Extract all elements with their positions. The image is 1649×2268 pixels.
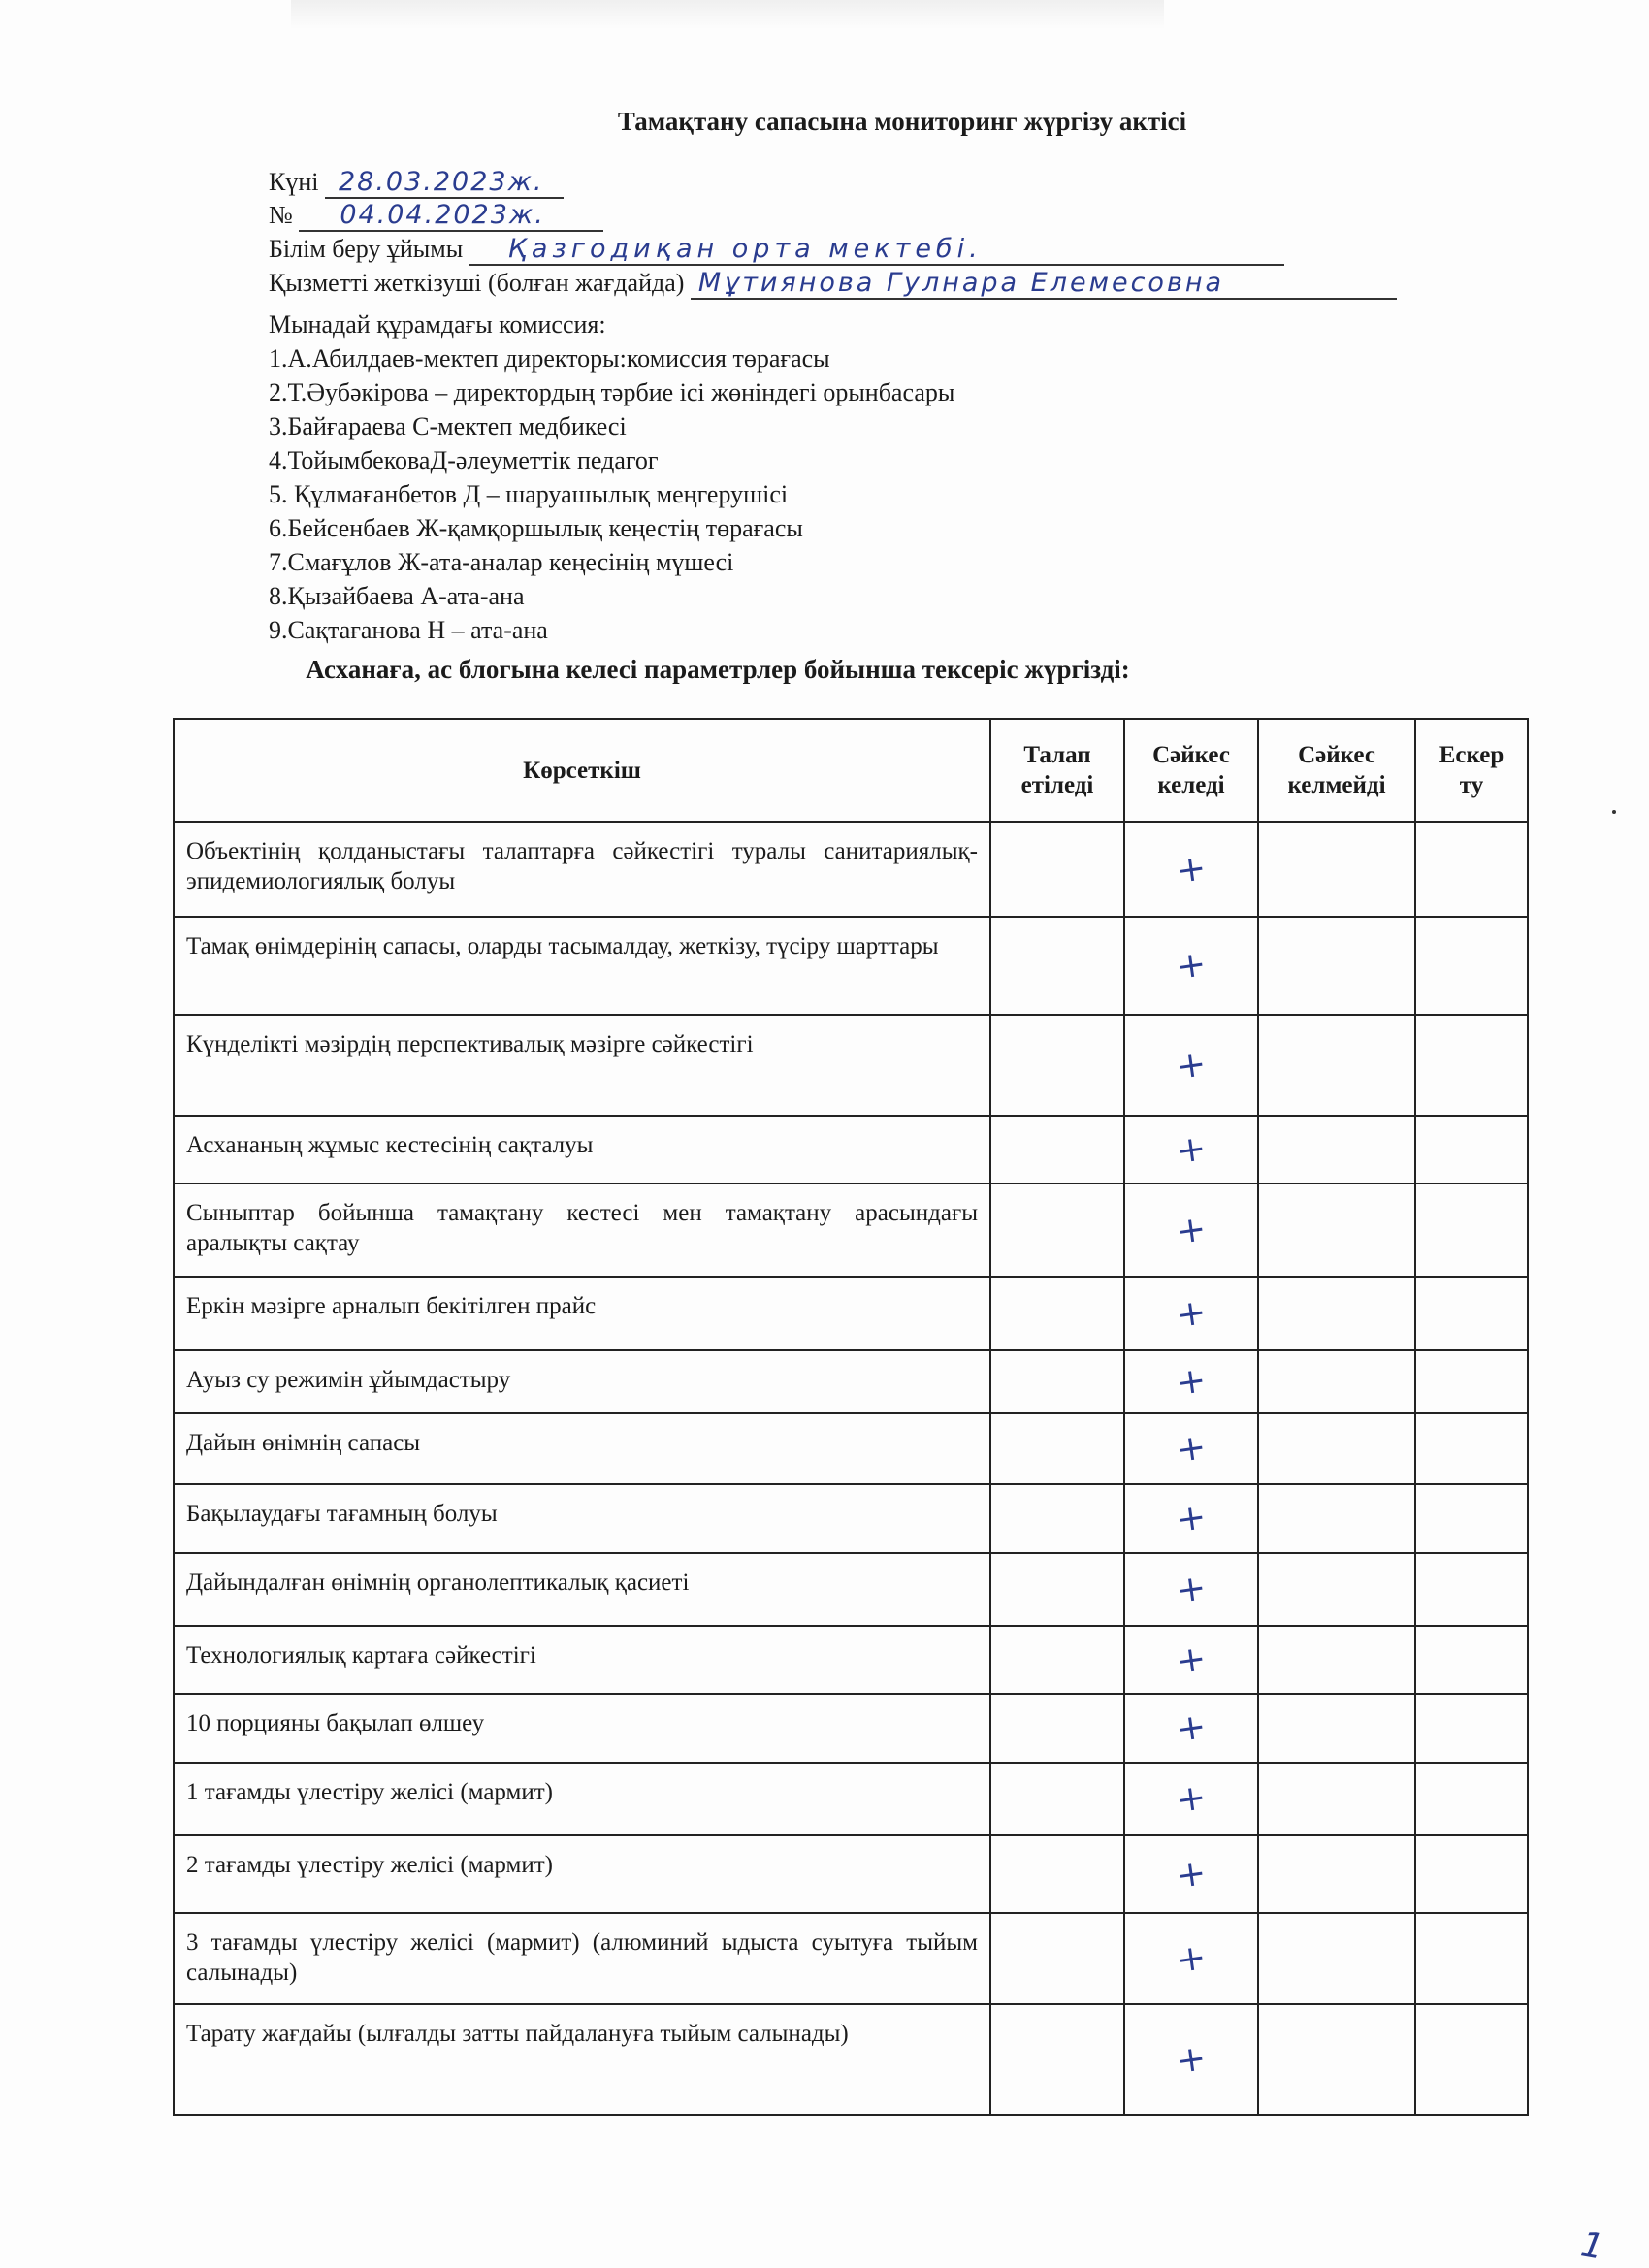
not-complies-cell [1258, 1626, 1415, 1694]
complies-mark: + [1174, 847, 1209, 891]
complies-cell [1124, 1277, 1258, 1350]
complies-mark: + [1174, 1427, 1209, 1471]
table-row [174, 1350, 1528, 1413]
not-complies-cell [1258, 822, 1415, 917]
required-cell [990, 1913, 1124, 2004]
table-row [174, 1116, 1528, 1183]
header-required: Талап етіледі [990, 719, 1124, 822]
table-header-row [174, 719, 1528, 822]
table-row [174, 1553, 1528, 1626]
indicator-cell: Еркін мәзірге арналып бекітілген прайс [174, 1277, 990, 1350]
complies-cell [1124, 1626, 1258, 1694]
complies-cell [1124, 1116, 1258, 1183]
not-complies-cell [1258, 1835, 1415, 1913]
indicator-cell: Сыныптар бойынша тамақтану кестесі мен тамақтану арасындағы аралықты сақтау [174, 1183, 990, 1277]
required-cell [990, 1694, 1124, 1763]
table-row [174, 1763, 1528, 1835]
date-label: Күні [269, 168, 319, 196]
note-cell [1415, 1413, 1528, 1484]
indicator-cell: Дайындалған өнімнің органолептикалық қасиеті [174, 1553, 990, 1626]
not-complies-cell [1258, 1116, 1415, 1183]
complies-mark: + [1174, 1852, 1209, 1896]
required-cell [990, 917, 1124, 1015]
required-cell [990, 1277, 1124, 1350]
supplier-field [269, 268, 1397, 300]
required-cell [990, 1116, 1124, 1183]
not-complies-cell [1258, 917, 1415, 1015]
indicator-cell: Тарату жағдайы (ылғалды затты пайдалануға тыйым салынады) [174, 2004, 990, 2115]
number-label: № [269, 201, 293, 229]
commission-member: 6.Бейсенбаев Ж-қамқоршылық кеңестің төрағасы [269, 514, 803, 542]
table-row [174, 1413, 1528, 1484]
commission-member: 8.Қызайбаева А-ата-ана [269, 582, 525, 610]
date-field [269, 167, 564, 199]
note-cell [1415, 1484, 1528, 1553]
complies-cell [1124, 2004, 1258, 2115]
note-cell [1415, 822, 1528, 917]
commission-member: 4.ТойымбековаД-әлеуметтік педагог [269, 446, 659, 474]
indicator-cell: 3 тағамды үлестіру желісі (мармит) (алюминий ыдыста суытуға тыйым салынады) [174, 1913, 990, 2004]
table-row [174, 1015, 1528, 1116]
commission-member: 1.А.Абилдаев-мектеп директоры:комиссия төрағасы [269, 344, 830, 373]
date-value-line [325, 167, 564, 199]
note-cell [1415, 1694, 1528, 1763]
complies-cell [1124, 1913, 1258, 2004]
note-cell [1415, 1350, 1528, 1413]
table-row [174, 1183, 1528, 1277]
complies-mark: + [1174, 1043, 1209, 1087]
header-indicator: Көрсеткіш [174, 719, 990, 822]
table-row [174, 1277, 1528, 1350]
complies-cell [1124, 1553, 1258, 1626]
table-row [174, 1484, 1528, 1553]
indicator-cell: 1 тағамды үлестіру желісі (мармит) [174, 1763, 990, 1835]
complies-cell [1124, 1763, 1258, 1835]
commission-member: 9.Сақтағанова Н – ата-ана [269, 616, 548, 644]
required-cell [990, 1484, 1124, 1553]
complies-mark: + [1174, 1706, 1209, 1750]
indicator-cell: 10 порцияны бақылап өлшеу [174, 1694, 990, 1763]
not-complies-cell [1258, 1553, 1415, 1626]
table-row [174, 2004, 1528, 2115]
indicator-cell: Объектінің қолданыстағы талаптарға сәйкестігі туралы санитариялық-эпидемиологиялық болуы [174, 822, 990, 917]
complies-mark: + [1174, 1936, 1209, 1981]
note-cell [1415, 1116, 1528, 1183]
document-title: Тамақтану сапасына мониторинг жүргізу актісі [617, 107, 1187, 136]
required-cell [990, 1015, 1124, 1116]
complies-mark: + [1174, 1637, 1209, 1682]
header-complies: Сәйкес келеді [1124, 719, 1258, 822]
number-value-line [299, 200, 603, 232]
note-cell [1415, 1277, 1528, 1350]
not-complies-cell [1258, 2004, 1415, 2115]
commission-block [269, 308, 954, 647]
table-row [174, 822, 1528, 917]
complies-mark: + [1174, 1127, 1209, 1172]
note-cell [1415, 1553, 1528, 1626]
indicator-cell: Асхананың жұмыс кестесінің сақталуы [174, 1116, 990, 1183]
date-value: 28.03.2023ж. [338, 167, 544, 197]
scan-artifact [291, 0, 1164, 29]
complies-cell [1124, 1484, 1258, 1553]
not-complies-cell [1258, 1015, 1415, 1116]
complies-cell [1124, 1835, 1258, 1913]
note-cell [1415, 1183, 1528, 1277]
indicator-cell: 2 тағамды үлестіру желісі (мармит) [174, 1835, 990, 1913]
supplier-value: Мұтиянова Гулнара Елемесовна [697, 268, 1225, 298]
indicator-cell: Күнделікті мәзірдің перспективалық мәзірге сәйкестігі [174, 1015, 990, 1116]
table-row [174, 1913, 1528, 2004]
required-cell [990, 1763, 1124, 1835]
note-cell [1415, 1763, 1528, 1835]
number-field [269, 200, 603, 232]
required-cell [990, 1626, 1124, 1694]
organization-value-line [469, 234, 1284, 266]
header-note: Ескер ту [1415, 719, 1528, 822]
table-row [174, 917, 1528, 1015]
commission-member: 5. Құлмағанбетов Д – шаруашылық меңгерушісі [269, 480, 789, 508]
complies-cell [1124, 1694, 1258, 1763]
required-cell [990, 2004, 1124, 2115]
not-complies-cell [1258, 1277, 1415, 1350]
organization-label: Білім беру ұйымы [269, 235, 464, 263]
not-complies-cell [1258, 1694, 1415, 1763]
indicator-cell: Дайын өнімнің сапасы [174, 1413, 990, 1484]
table-row [174, 1835, 1528, 1913]
commission-member: 3.Байғараева С-мектеп медбикесі [269, 412, 627, 440]
commission-member: 2.Т.Әубәкірова – директордың тәрбие ісі жөніндегі орынбасары [269, 378, 955, 406]
complies-mark: + [1174, 1291, 1209, 1336]
inspection-subtitle: Асханаға, ас блогына келесі параметрлер бойынша тексеріс жүргізді: [306, 655, 1130, 684]
note-cell [1415, 1913, 1528, 2004]
not-complies-cell [1258, 1413, 1415, 1484]
complies-cell [1124, 1183, 1258, 1277]
note-cell [1415, 2004, 1528, 2115]
table-row [174, 1694, 1528, 1763]
indicator-cell: Бақылаудағы тағамның болуы [174, 1484, 990, 1553]
commission-member: 7.Смағұлов Ж-ата-аналар кеңесінің мүшесі [269, 548, 734, 576]
supplier-label: Қызметті жеткізуші (болған жағдайда) [269, 269, 685, 297]
complies-mark: + [1174, 944, 1209, 988]
required-cell [990, 822, 1124, 917]
indicator-cell: Технологиялық картаға сәйкестігі [174, 1626, 990, 1694]
required-cell [990, 1835, 1124, 1913]
table-row [174, 1626, 1528, 1694]
inspection-table [173, 718, 1529, 2116]
complies-cell [1124, 917, 1258, 1015]
complies-cell [1124, 1015, 1258, 1116]
required-cell [990, 1413, 1124, 1484]
complies-mark: + [1174, 1360, 1209, 1404]
complies-mark: + [1174, 1208, 1209, 1252]
not-complies-cell [1258, 1484, 1415, 1553]
note-cell [1415, 1015, 1528, 1116]
organization-value: Қазгодиқан орта мектебі. [507, 234, 983, 264]
number-value: 04.04.2023ж. [340, 200, 545, 230]
not-complies-cell [1258, 1350, 1415, 1413]
required-cell [990, 1183, 1124, 1277]
complies-cell [1124, 1350, 1258, 1413]
complies-mark: + [1174, 2037, 1209, 2082]
complies-cell [1124, 822, 1258, 917]
scan-dot [1612, 810, 1616, 814]
page-number: 1 [1577, 2224, 1607, 2268]
organization-field [269, 234, 1284, 266]
complies-mark: + [1174, 1777, 1209, 1821]
indicator-cell: Тамақ өнімдерінің сапасы, оларды тасымалдау, жеткізу, түсіру шарттары [174, 917, 990, 1015]
indicator-cell: Ауыз су режимін ұйымдастыру [174, 1350, 990, 1413]
header-not-complies: Сәйкес келмейді [1258, 719, 1415, 822]
note-cell [1415, 1835, 1528, 1913]
complies-mark: + [1174, 1568, 1209, 1611]
not-complies-cell [1258, 1763, 1415, 1835]
complies-mark: + [1174, 1497, 1209, 1540]
required-cell [990, 1553, 1124, 1626]
required-cell [990, 1350, 1124, 1413]
supplier-value-line [691, 268, 1397, 300]
note-cell [1415, 917, 1528, 1015]
not-complies-cell [1258, 1913, 1415, 2004]
not-complies-cell [1258, 1183, 1415, 1277]
complies-cell [1124, 1413, 1258, 1484]
commission-label: Мынадай құрамдағы комиссия: [269, 310, 606, 339]
note-cell [1415, 1626, 1528, 1694]
